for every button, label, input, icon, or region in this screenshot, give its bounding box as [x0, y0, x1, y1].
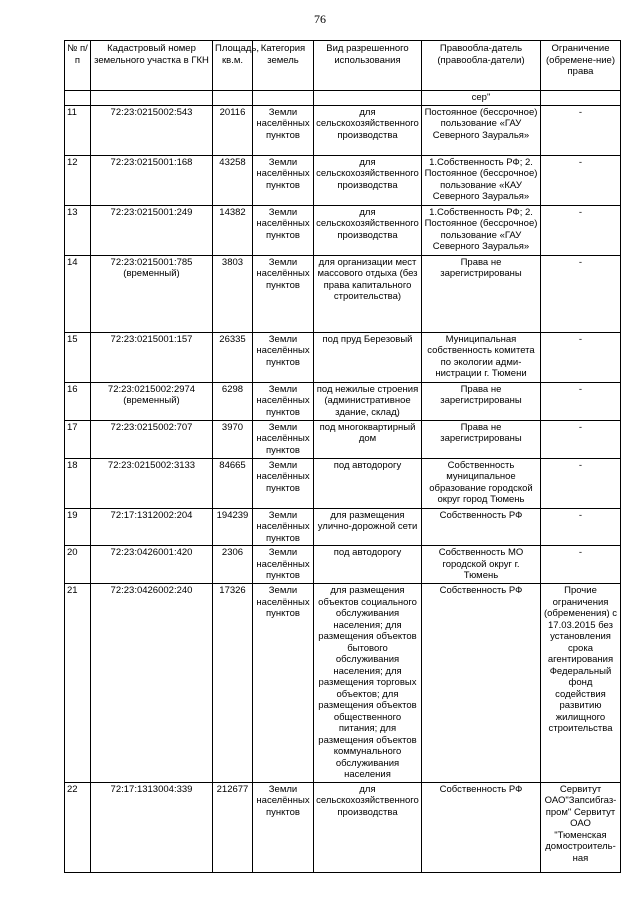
rights-holder-cell: 1.Собственность РФ; 2. Постоянное (бессрочное) пользование «КАУ Северного Зауралья»	[422, 155, 541, 205]
land-category-cell: Земли населённых пунктов	[253, 584, 314, 783]
restriction-cell: -	[541, 458, 621, 508]
cadastral-number-cell: 72:23:0426002:240	[91, 584, 213, 783]
land-category-cell: Земли населённых пунктов	[253, 205, 314, 255]
rights-holder-cell: Права не зарегистрированы	[422, 255, 541, 332]
row-number-cell: 20	[65, 546, 91, 584]
land-category-cell: Земли населённых пунктов	[253, 420, 314, 458]
cadastral-number-cell: 72:23:0215001:785 (временный)	[91, 255, 213, 332]
cadastral-number-cell: 72:23:0215002:3133	[91, 458, 213, 508]
cadastral-number-cell: 72:23:0215002:707	[91, 420, 213, 458]
land-category-cell: Земли населённых пунктов	[253, 332, 314, 382]
header-cell: Кадастровый номер земельного участка в ГКН	[91, 41, 213, 91]
rights-holder-cell: Собственность РФ	[422, 782, 541, 872]
rights-holder-cell: Собственность РФ	[422, 508, 541, 546]
restriction-cell: -	[541, 508, 621, 546]
restriction-cell: -	[541, 105, 621, 155]
row-number-cell: 16	[65, 382, 91, 420]
table-row	[65, 584, 621, 783]
header-cell: № п/п	[65, 41, 91, 91]
land-category-cell: Земли населённых пунктов	[253, 382, 314, 420]
land-category-cell: Земли населённых пунктов	[253, 508, 314, 546]
row-number-cell: 13	[65, 205, 91, 255]
table-row	[65, 382, 621, 420]
table-row	[65, 782, 621, 872]
area-cell: 2306	[213, 546, 253, 584]
permitted-use-cell: для сельскохозяйственного производства	[314, 155, 422, 205]
permitted-use-cell: под автодорогу	[314, 546, 422, 584]
table-row	[65, 205, 621, 255]
header-cell: Правообла-датель (правообла-датели)	[422, 41, 541, 91]
area-cell: 20116	[213, 105, 253, 155]
page-number: 76	[314, 12, 326, 26]
restriction-cell: Сервитут ОАО"Запсибгаз-пром" Сервитут ОАО "Тюменская домостроитель-ная	[541, 782, 621, 872]
row-number-cell: 22	[65, 782, 91, 872]
row-number-cell: 17	[65, 420, 91, 458]
row-number-cell: 18	[65, 458, 91, 508]
area-cell: 212677	[213, 782, 253, 872]
area-cell: 3803	[213, 255, 253, 332]
continuation-owner-cell: сер"	[422, 91, 541, 106]
permitted-use-cell: под автодорогу	[314, 458, 422, 508]
restriction-cell: Прочие ограничения (обременения) с 17.03.2015 без установления срока агентирования Федеральный фонд содействия развитию жилищного строительства	[541, 584, 621, 783]
table-row	[65, 546, 621, 584]
permitted-use-cell: для сельскохозяйственного производства	[314, 105, 422, 155]
permitted-use-cell: для сельскохозяйственного производства	[314, 782, 422, 872]
rights-holder-cell: Собственность муниципальное образование городской округ город Тюмень	[422, 458, 541, 508]
land-category-cell: Земли населённых пунктов	[253, 782, 314, 872]
area-cell: 26335	[213, 332, 253, 382]
rights-holder-cell: Собственность РФ	[422, 584, 541, 783]
area-cell: 6298	[213, 382, 253, 420]
permitted-use-cell: под пруд Березовый	[314, 332, 422, 382]
land-category-cell: Земли населённых пунктов	[253, 255, 314, 332]
header-cell: Вид разрешенного использования	[314, 41, 422, 91]
permitted-use-cell: под многоквартирный дом	[314, 420, 422, 458]
restriction-cell: -	[541, 420, 621, 458]
row-number-cell: 12	[65, 155, 91, 205]
cadastral-number-cell: 72:17:1313004:339	[91, 782, 213, 872]
header-cell: Ограничение (обремене-ние) права	[541, 41, 621, 91]
restriction-cell: -	[541, 546, 621, 584]
rights-holder-cell: Права не зарегистрированы	[422, 382, 541, 420]
table-header-row	[65, 41, 621, 91]
land-category-cell: Земли населённых пунктов	[253, 546, 314, 584]
area-cell: 194239	[213, 508, 253, 546]
row-number-cell: 14	[65, 255, 91, 332]
cadastral-number-cell: 72:23:0215001:157	[91, 332, 213, 382]
restriction-cell: -	[541, 332, 621, 382]
restriction-cell: -	[541, 205, 621, 255]
land-category-cell: Земли населённых пунктов	[253, 458, 314, 508]
rights-holder-cell: Собственность МО городской округ г. Тюмень	[422, 546, 541, 584]
land-plots-table	[64, 40, 621, 873]
area-cell: 14382	[213, 205, 253, 255]
area-cell: 84665	[213, 458, 253, 508]
table-row	[65, 508, 621, 546]
row-number-cell: 11	[65, 105, 91, 155]
table-row	[65, 105, 621, 155]
area-cell: 43258	[213, 155, 253, 205]
rights-holder-cell: Постоянное (бессрочное) пользование «ГАУ Северного Зауралья»	[422, 105, 541, 155]
rights-holder-cell: 1.Собственность РФ; 2. Постоянное (бессрочное) пользование «ГАУ Северного Зауралья»	[422, 205, 541, 255]
row-number-cell: 21	[65, 584, 91, 783]
table-row	[65, 420, 621, 458]
cadastral-number-cell: 72:23:0215001:249	[91, 205, 213, 255]
row-number-cell: 15	[65, 332, 91, 382]
area-cell: 17326	[213, 584, 253, 783]
rights-holder-cell: Права не зарегистрированы	[422, 420, 541, 458]
row-number-cell: 19	[65, 508, 91, 546]
header-cell: Категория земель	[253, 41, 314, 91]
table-row	[65, 332, 621, 382]
permitted-use-cell: для размещения улично-дорожной сети	[314, 508, 422, 546]
land-category-cell: Земли населённых пунктов	[253, 105, 314, 155]
cadastral-number-cell: 72:23:0215002:2974 (временный)	[91, 382, 213, 420]
area-cell: 3970	[213, 420, 253, 458]
restriction-cell: -	[541, 382, 621, 420]
cadastral-number-cell: 72:17:1312002:204	[91, 508, 213, 546]
table-row	[65, 458, 621, 508]
land-category-cell: Земли населённых пунктов	[253, 155, 314, 205]
header-cell: Площадь, кв.м.	[213, 41, 253, 91]
permitted-use-cell: для организации мест массового отдыха (без права капитального строительства)	[314, 255, 422, 332]
restriction-cell: -	[541, 155, 621, 205]
restriction-cell: -	[541, 255, 621, 332]
permitted-use-cell: для сельскохозяйственного производства	[314, 205, 422, 255]
continuation-row	[65, 91, 621, 106]
permitted-use-cell: под нежилые строения (административное здание, склад)	[314, 382, 422, 420]
cadastral-number-cell: 72:23:0215001:168	[91, 155, 213, 205]
cadastral-number-cell: 72:23:0426001:420	[91, 546, 213, 584]
cadastral-number-cell: 72:23:0215002:543	[91, 105, 213, 155]
table-row	[65, 255, 621, 332]
table-row	[65, 155, 621, 205]
permitted-use-cell: для размещения объектов социального обслуживания населения; для размещения объектов бытового обслуживания населения; для размещения торговых объектов; для размещения объектов общественного питания; для размещения объектов коммунального обслуживания населения	[314, 584, 422, 783]
rights-holder-cell: Муниципальная собственность комитета по экологии адми-нистрации г. Тюмени	[422, 332, 541, 382]
